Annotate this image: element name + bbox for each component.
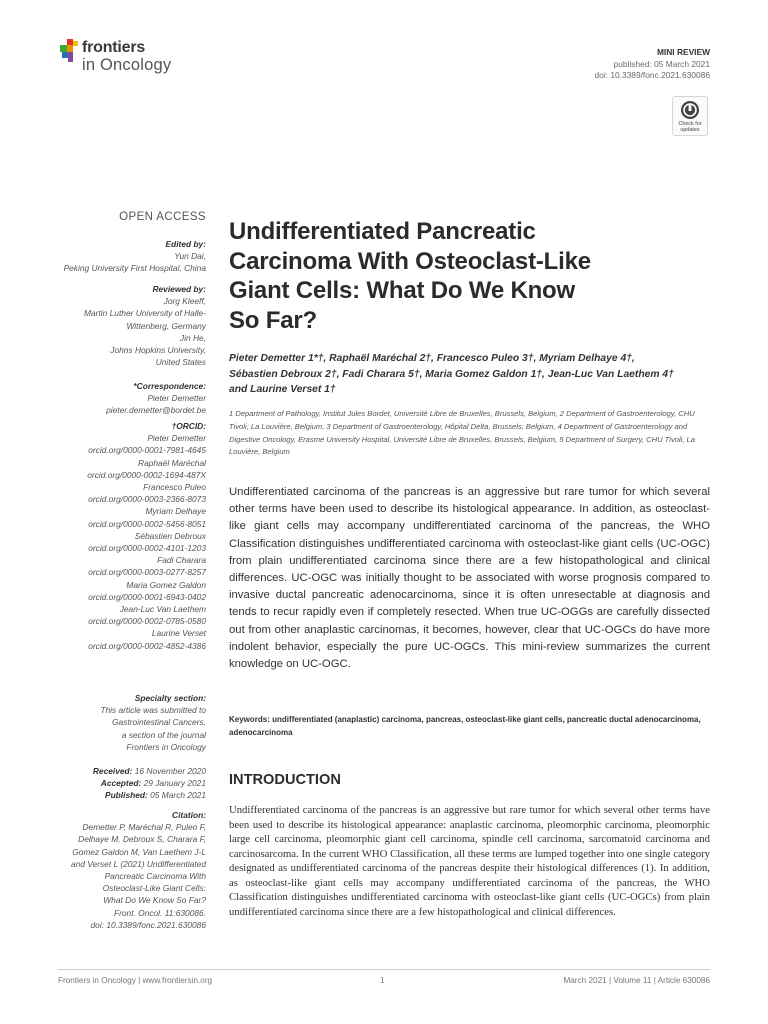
orcid-link[interactable]: orcid.org/0000-0001-7981-4645 xyxy=(88,445,206,456)
orcid-link[interactable]: orcid.org/0000-0003-0277-8257 xyxy=(88,567,206,578)
citation-line: Osteoclast-Like Giant Cells: xyxy=(102,883,206,894)
editor-name[interactable]: Yun Dai, xyxy=(174,251,206,262)
article-doi[interactable]: doi: 10.3389/fonc.2021.630086 xyxy=(594,70,710,80)
orcid-label: †ORCID: xyxy=(171,421,206,431)
brand-name: frontiers xyxy=(82,39,146,56)
footer-article-info: March 2021 | Volume 11 | Article 630086 xyxy=(563,976,710,985)
reviewer-affiliation: United States xyxy=(155,357,206,368)
orcid-link[interactable]: orcid.org/0000-0002-0785-0580 xyxy=(88,616,206,627)
citation-line: Front. Oncol. 11:630086. xyxy=(113,907,206,918)
orcid-author-name: Fadi Charara xyxy=(157,555,206,566)
journal-name: in Oncology xyxy=(82,56,172,74)
citation-line: doi: 10.3389/fonc.2021.630086 xyxy=(90,919,206,930)
orcid-author-name: Laurine Verset xyxy=(151,628,206,639)
correspondence-name: Pieter Demetter xyxy=(147,393,206,404)
correspondence-email[interactable]: pieter.demetter@bordet.be xyxy=(106,405,206,416)
reviewer-affiliation: Martin Luther University of Halle- xyxy=(84,308,206,319)
footer-divider xyxy=(58,969,710,970)
article-meta xyxy=(595,47,711,82)
title-line: So Far? xyxy=(229,306,317,334)
keywords-text: undifferentiated (anaplastic) carcinoma, pancreas, osteoclast-like giant cells, pancreatic ductal adenocarcinoma, adenocarcinoma xyxy=(229,715,701,737)
orcid-link[interactable]: orcid.org/0000-0002-1694-487X xyxy=(87,469,206,480)
reviewer-affiliation: Johns Hopkins University, xyxy=(110,345,206,356)
citation-line: Gomez Galdon M, Van Laethem J-L xyxy=(72,846,206,857)
authors-line[interactable]: Pieter Demetter 1*†, Raphaël Maréchal 2†, Francesco Puleo 3†, Myriam Delhaye 4†, xyxy=(229,353,635,364)
orcid-link[interactable]: orcid.org/0000-0002-4852-4386 xyxy=(88,640,206,651)
citation-line: and Verset L (2021) Undifferentiated xyxy=(70,858,206,869)
page-number: 1 xyxy=(380,976,385,985)
orcid-author-name: Francesco Puleo xyxy=(143,482,206,493)
authors-line[interactable]: Sébastien Debroux 2†, Fadi Charara 5†, Maria Gomez Galdon 1†, Jean-Luc Van Laethem 4† xyxy=(229,368,674,380)
orcid-link[interactable]: orcid.org/0000-0003-2366-8073 xyxy=(88,494,206,505)
specialty-label: Specialty section: xyxy=(134,693,206,703)
abstract: Undifferentiated carcinoma of the pancreas is an aggressive but rare tumor for which several other terms have been used to describe its histological appearance. In addition, as osteoclast-like giant cells may accompany undifferentiated carcinoma of the pancreas, the WHO Classification distinguishes undifferentiated carcinoma with osteoclast-like giant cells (UC-OGC) from plain undifferentiated carcinoma since there are a few histopathological and clinical differences. UC-OGC was initially thought to be associated with worse prognosis compared to invasive ductal pancreatic adenocarcinoma, since it is often unresectable at diagnosis and tends to recur rapidly even if completely resected. When true UC-OGGs are carefully dissected out from other anaplastic carcinomas, it becomes, however, clear that UC-OGCs do have more indolent behavior, especially the pure UC-OGCs. This mini-review summarizes the current knowledge on UC-OGC. xyxy=(229,486,710,671)
citation-line: Delhaye M, Debroux S, Charara F, xyxy=(78,834,206,845)
author-list xyxy=(229,351,709,398)
title-line: Carcinoma With Osteoclast-Like xyxy=(229,247,591,275)
article-type: MINI REVIEW xyxy=(656,47,710,57)
intro-paragraph: Undifferentiated carcinoma of the pancreas is an aggressive but rare tumor for which several other terms have been used to describe its histological appearance: anaplastic carcinoma, pleomorphic carcinoma, pleomorphic large cell carcinoma, pleomorphic giant cell carcinoma, spindle cell carcinoma, sarcomatoid carcinoma and carcinosarcoma. In the current WHO Classification, all these terms are lumped together into one single category designated as undifferentiated carcinoma of the pancreas despite their histological differences (1). In addition, as osteoclast-like giant cells may accompany undifferentiated carcinoma of the pancreas, the WHO Classification distinguishes undifferentiated carcinoma with osteoclast-like giant cells (UC-OGCs) from plain undifferentiated carcinoma since there are a few histopathological and clinical differences. xyxy=(229,804,710,918)
title-line: Giant Cells: What Do We Know xyxy=(229,277,575,304)
reviewer-affiliation: Wittenberg, Germany xyxy=(126,320,206,331)
check-label-1: Check for xyxy=(678,121,702,127)
orcid-link[interactable]: orcid.org/0000-0001-6943-0402 xyxy=(88,591,206,602)
specialty-line: Gastrointestinal Cancers, xyxy=(111,717,206,728)
orcid-link[interactable]: orcid.org/0000-0002-4101-1203 xyxy=(88,543,206,554)
citation-line: Pancreatic Carcinoma With xyxy=(104,871,206,882)
citation-line: What Do We Know So Far? xyxy=(103,895,206,906)
frontiers-logo-icon xyxy=(58,37,82,65)
journal-logo[interactable] xyxy=(58,33,198,83)
accepted-label: Accepted: xyxy=(100,778,142,789)
orcid-author-name: Myriam Delhaye xyxy=(145,506,206,517)
accepted-date: 29 January 2021 xyxy=(143,778,206,789)
orcid-link[interactable]: orcid.org/0000-0002-5456-8051 xyxy=(88,518,206,529)
open-access-label: OPEN ACCESS xyxy=(119,211,206,223)
check-label-2: updates xyxy=(680,127,700,133)
reviewed-by-label: Reviewed by: xyxy=(152,284,206,294)
received-date: 16 November 2020 xyxy=(134,766,206,776)
reviewer-name[interactable]: Jorg Kleeff, xyxy=(163,296,206,307)
citation-label: Citation: xyxy=(172,810,206,820)
citation-line: Demetter P, Maréchal R, Puleo F, xyxy=(82,822,206,833)
orcid-author-name: Maria Gomez Galdon xyxy=(126,579,206,590)
editor-affiliation: Peking University First Hospital, China xyxy=(63,263,206,274)
published-date: published: 05 March 2021 xyxy=(613,58,710,69)
orcid-author-name: Sébastien Debroux xyxy=(134,530,206,541)
received-label: Received: xyxy=(92,766,133,776)
specialty-line: a section of the journal xyxy=(121,729,206,740)
orcid-author-name: Pieter Demetter xyxy=(147,433,206,444)
orcid-author-name: Jean-Luc Van Laethem xyxy=(119,604,206,615)
article-title xyxy=(229,217,709,335)
authors-line[interactable]: and Laurine Verset 1† xyxy=(229,384,336,396)
published-date-side: 05 March 2021 xyxy=(150,790,206,801)
reviewer-name[interactable]: Jin He, xyxy=(179,332,206,343)
check-for-updates-button[interactable] xyxy=(672,96,708,136)
check-for-updates-icon xyxy=(680,100,700,120)
specialty-line: Frontiers in Oncology xyxy=(126,741,206,752)
affiliations: 1 Department of Pathology, Institut Jules Bordet, Université Libre de Bruxelles, Brussels, Belgium, 2 Department of Gastroenterology, CHU Tivoli, La Louvière, Belgium, 3 Department of Gastroenterology, Hôpital Delta, Brussels, Belgium, 4 Department of Gastroenterology and Digestive Oncology, Erasme University Hospital, Université Libre de Bruxelles, Brussels, Belgium, 5 Department of Surgery, CHU Tivoli, La Louvière, Belgium xyxy=(229,409,695,457)
title-line: Undifferentiated Pancreatic xyxy=(229,218,536,245)
published-label: Published: xyxy=(104,790,148,801)
section-heading: INTRODUCTION xyxy=(229,772,341,788)
edited-by-label: Edited by: xyxy=(165,239,206,249)
correspondence-label: *Correspondence: xyxy=(133,381,206,391)
footer-journal-link[interactable]: Frontiers in Oncology | www.frontiersin.org xyxy=(58,976,213,985)
orcid-author-name: Raphaël Maréchal xyxy=(138,457,206,468)
specialty-line: This article was submitted to xyxy=(100,705,206,716)
keywords-label: Keywords: xyxy=(229,715,270,724)
keywords xyxy=(229,714,710,739)
